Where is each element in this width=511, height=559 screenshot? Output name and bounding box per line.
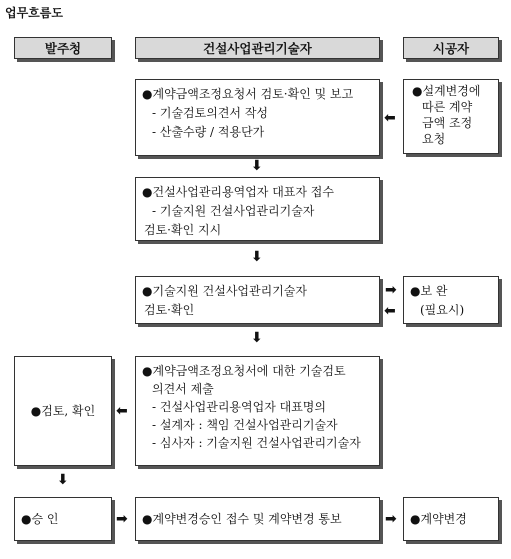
step-quantity-price-text: - 산출수량 / 적용단가 xyxy=(152,125,265,139)
arrow-down-icon: ⬇ xyxy=(251,249,263,265)
step-review-report-box xyxy=(135,79,380,156)
arrow-left-icon: ⬅ xyxy=(116,403,128,419)
contractor-request-line2: 따른 계약 xyxy=(422,100,473,114)
client-review-box xyxy=(14,356,112,466)
arrow-left-icon: ⬅ xyxy=(384,110,396,126)
arrow-down-icon: ⬇ xyxy=(251,158,263,174)
page-title: 업무흐름도 xyxy=(5,6,63,20)
arrow-down-icon: ⬇ xyxy=(57,472,69,488)
step-tech-review-submit-line1: ●계약금액조정요청서에 대한 기술검토 xyxy=(142,364,346,378)
step-reviewer-text: - 심사자 : 기술지원 건설사업관리기술자 xyxy=(152,436,361,450)
step-tech-support-review-line1: ●기술지원 건설사업관리기술자 xyxy=(142,284,307,298)
header-contractor: 시공자 xyxy=(403,37,499,59)
step-review-instruction-text: 검토·확인 지시 xyxy=(144,223,222,237)
client-review-text: ●검토, 확인 xyxy=(30,403,96,418)
arrow-right-icon: ➡ xyxy=(385,511,397,527)
step-tech-support-text: - 기술지원 건설사업관리기술자 xyxy=(152,204,315,218)
step-tech-review-submit-line2: 의견서 제출 xyxy=(152,382,214,396)
contractor-request-line3: 금액 조정 xyxy=(422,116,473,130)
step-tech-support-review-box xyxy=(135,276,380,324)
arrow-down-icon: ⬇ xyxy=(251,330,263,346)
header-client: 발주청 xyxy=(14,37,112,59)
contractor-request-line4: 요청 xyxy=(422,132,446,146)
step-tech-opinion-text: - 기술검토의견서 작성 xyxy=(152,106,269,120)
contractor-supplement-line1: ●보 완 xyxy=(410,284,448,298)
contractor-request-line1: ●설계변경에 xyxy=(412,84,481,98)
step-review-report-text: ●계약금액조정요청서 검토·확인 및 보고 xyxy=(142,87,354,101)
step-representative-receipt-box xyxy=(135,177,380,241)
step-tech-review-submit-box xyxy=(135,356,380,466)
contractor-request-box xyxy=(403,79,499,154)
contractor-contract-change-box xyxy=(403,497,499,541)
contractor-supplement-line2: (필요시) xyxy=(420,303,465,317)
step-representative-receipt-text: ●건설사업관리용역업자 대표자 접수 xyxy=(142,185,334,199)
contractor-supplement-box xyxy=(403,276,499,324)
step-tech-support-review-line2: 검토·확인 xyxy=(144,303,195,317)
step-representative-name-text: - 건설사업관리용역업자 대표명의 xyxy=(152,400,326,414)
step-contract-change-notice-text: ●계약변경승인 접수 및 계약변경 통보 xyxy=(142,511,342,526)
arrow-left-icon: ⬅ xyxy=(384,303,396,319)
arrow-right-icon: ➡ xyxy=(385,282,397,298)
step-contract-change-notice-box xyxy=(135,497,380,541)
step-designer-text: - 설계자 : 책임 건설사업관리기술자 xyxy=(152,418,338,432)
client-approval-box xyxy=(14,497,112,541)
header-construction-manager: 건설사업관리기술자 xyxy=(135,37,380,59)
client-approval-text: ●승 인 xyxy=(21,511,59,526)
arrow-right-icon: ➡ xyxy=(116,511,128,527)
contractor-contract-change-text: ●계약변경 xyxy=(410,511,467,526)
